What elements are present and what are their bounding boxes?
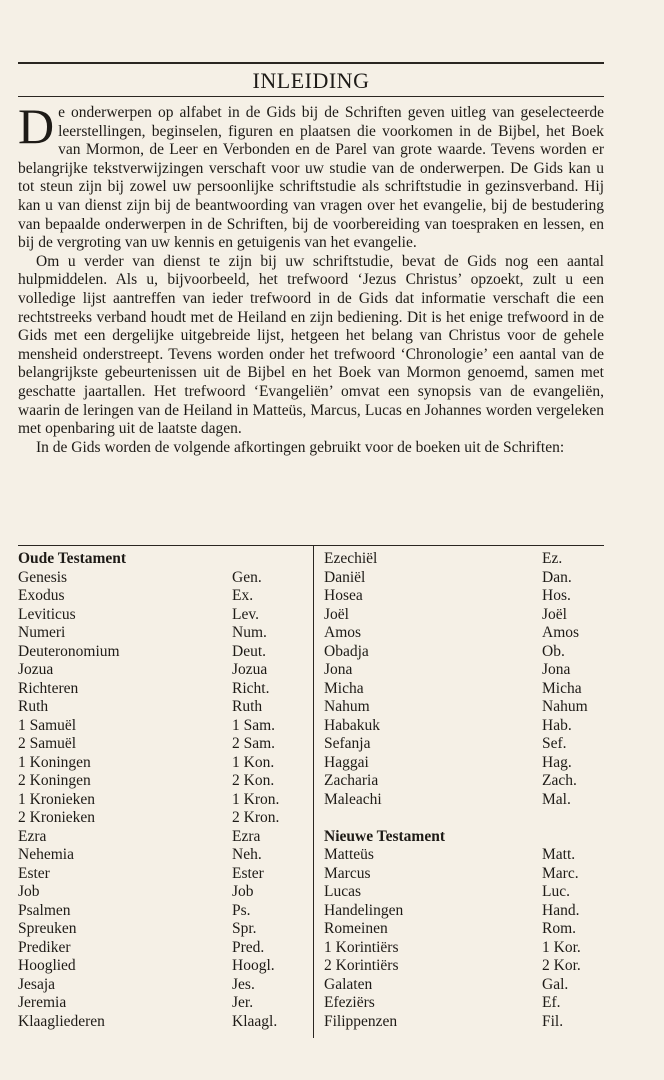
book-name: Jona	[324, 661, 353, 678]
book-name: 2 Koningen	[18, 772, 91, 789]
book-name: Genesis	[18, 568, 68, 586]
book-name: Haggai	[324, 753, 369, 771]
book-name: Klaagliederen	[18, 1012, 105, 1030]
book-name: Job	[18, 883, 40, 900]
book-abbreviation: Klaagl.	[232, 1012, 278, 1030]
book-name: Joël	[324, 605, 349, 623]
book-row	[18, 606, 308, 625]
book-abbreviation: Deut.	[232, 642, 267, 660]
book-name: Efeziërs	[324, 994, 375, 1011]
book-row	[324, 643, 604, 662]
book-row	[324, 587, 604, 606]
book-name: 1 Koningen	[18, 753, 91, 771]
book-abbreviation: Richt.	[232, 679, 270, 697]
book-name: Matteüs	[324, 846, 374, 863]
book-row	[324, 957, 604, 976]
book-row	[18, 772, 308, 791]
book-name: Handelingen	[324, 901, 404, 919]
book-row	[18, 661, 308, 680]
book-name: Ezra	[18, 827, 47, 845]
book-abbreviation: 2 Kor.	[542, 957, 581, 974]
right-column	[324, 550, 604, 1031]
book-abbreviation: 1 Sam.	[232, 716, 276, 734]
book-row	[18, 920, 308, 939]
book-row	[18, 643, 308, 662]
book-row	[324, 865, 604, 884]
old-testament-list	[18, 569, 308, 1032]
book-row	[324, 717, 604, 736]
book-name: Filippenzen	[324, 1012, 398, 1030]
book-name: 2 Korintiërs	[324, 957, 399, 974]
book-row	[18, 828, 308, 847]
heading-rule	[18, 96, 604, 97]
book-abbreviation: Ex.	[232, 587, 254, 604]
book-row	[18, 883, 308, 902]
book-row	[324, 846, 604, 865]
book-name: Lucas	[324, 883, 362, 900]
book-abbreviation: 1 Kron.	[232, 790, 280, 808]
book-name: Spreuken	[18, 920, 77, 937]
book-row	[18, 735, 308, 754]
book-row	[18, 902, 308, 921]
book-abbreviation: Ob.	[542, 642, 565, 660]
book-abbreviation: Amos	[542, 624, 580, 641]
book-abbreviation: Neh.	[232, 846, 262, 863]
book-abbreviation: Ester	[232, 864, 264, 882]
book-row	[18, 754, 308, 773]
book-name: Hosea	[324, 587, 363, 604]
book-row	[324, 1013, 604, 1032]
page-title: INLEIDING	[252, 68, 370, 93]
book-row	[18, 717, 308, 736]
book-name: Daniël	[324, 568, 366, 586]
book-abbreviation: Lev.	[232, 605, 259, 623]
book-abbreviation: Hag.	[542, 753, 572, 771]
intro-paragraph-1	[18, 98, 604, 253]
book-name: Marcus	[324, 864, 371, 882]
book-row	[324, 994, 604, 1013]
book-name: Hooglied	[18, 957, 76, 974]
book-abbreviation: Jozua	[232, 661, 268, 678]
intro-paragraph-2: Om u verder van dienst te zijn bij uw schriftstudie, bevat de Gids nog een aantal hulpmiddelen. Als u, bijvoorbeeld, het trefwoord ‘Jezus Christus’ opzoekt, zult u een volledige lijst aantreffen van ieder trefwoord in de Gids dat informatie verschaft die een rechtstreeks verband houdt met de Heiland en zijn bediening. Dit is het enige trefwoord in de Gids met een dergelijke uitgebreide lijst, hetgeen het belang van Christus voor de gehele mensheid onderstreept. Tevens worden onder het trefwoord ‘Chronologie’ een aantal van de belangrijkste gebeurtenissen uit de Bijbel en het Boek van Mormon genoemd, samen met geschatte jaartallen. Het trefwoord ‘Evangeliën’ omvat een synopsis van de evangeliën, waarin de leringen van de Heiland in Matteüs, Marcus, Lucas en Johannes worden vergeleken met openbaring uit de laatste dagen.	[18, 252, 604, 438]
book-row	[324, 698, 604, 717]
book-abbreviation: Jer.	[232, 994, 254, 1011]
book-name: 1 Kronieken	[18, 790, 96, 808]
book-abbreviation: Ps.	[232, 901, 251, 919]
book-name: Numeri	[18, 624, 66, 641]
column-divider	[313, 546, 314, 1038]
paragraph-1-text: e onderwerpen op alfabet in de Gids bij de Schriften geven uitleg van geselecteerde leerstellingen, beginselen, figuren en plaatsen die voorkomen in de Bijbel, het Boek van Mormon, de Leer en Verbonden en de Parel van grote waarde. Tevens worden er belangrijke tekstverwijzingen verschaft voor uw studie van de onderwerpen. De Gids kan u tot steun zijn bij zowel uw persoonlijke schriftstudie als schriftstudie in gezinsverband. Hij kan u van dienst zijn bij de beantwoording van vragen over het evangelie, bij de bestudering van bepaalde onderwerpen in de Schriften, bij de voorbereiding van toespraken en lessen, en bij de vergroting van uw kennis en getuigenis van het evangelie.	[18, 104, 604, 252]
book-abbreviation: Luc.	[542, 883, 570, 900]
book-row	[324, 661, 604, 680]
book-name: Obadja	[324, 642, 369, 660]
book-name: 2 Samuël	[18, 735, 77, 752]
book-abbreviation: Jes.	[232, 975, 255, 993]
book-abbreviation: Ez.	[542, 550, 563, 567]
book-name: Psalmen	[18, 901, 71, 919]
book-row	[18, 809, 308, 828]
old-testament-title: Oude Testament	[18, 550, 127, 567]
book-name: Jeremia	[18, 994, 67, 1011]
book-name: Galaten	[324, 975, 373, 993]
book-row	[324, 939, 604, 958]
old-testament-column	[18, 550, 308, 1031]
new-testament-list	[324, 846, 604, 1031]
book-abbreviation: Num.	[232, 624, 267, 641]
book-row	[324, 772, 604, 791]
book-row	[18, 846, 308, 865]
book-row	[18, 587, 308, 606]
book-abbreviation: Ruth	[232, 698, 263, 715]
book-row	[18, 1013, 308, 1032]
book-abbreviation: Fil.	[542, 1012, 564, 1030]
book-abbreviation: Gen.	[232, 568, 262, 586]
book-row	[324, 606, 604, 625]
book-row	[324, 735, 604, 754]
book-name: Prediker	[18, 938, 71, 956]
book-name: 1 Korintiërs	[324, 938, 399, 956]
book-row	[18, 698, 308, 717]
book-abbreviation: Dan.	[542, 568, 572, 586]
book-abbreviation: 2 Kon.	[232, 772, 275, 789]
book-abbreviation: Sef.	[542, 735, 567, 752]
book-row	[18, 865, 308, 884]
book-abbreviation: Marc.	[542, 864, 579, 882]
book-abbreviation: Ezra	[232, 827, 261, 845]
book-row	[324, 902, 604, 921]
book-name: Leviticus	[18, 605, 76, 623]
section-gap	[324, 809, 604, 828]
book-abbreviation: Hoogl.	[232, 957, 275, 974]
book-row	[18, 624, 308, 643]
book-abbreviation: Job	[232, 883, 254, 900]
book-name: Ruth	[18, 698, 49, 715]
book-abbreviation: Matt.	[542, 846, 576, 863]
intro-text	[18, 98, 604, 457]
book-name: Deuteronomium	[18, 642, 120, 660]
book-abbreviation: Nahum	[542, 698, 588, 715]
book-row	[18, 939, 308, 958]
book-abbreviation: Joël	[542, 605, 567, 623]
book-name: Ezechiël	[324, 550, 378, 567]
book-row	[324, 754, 604, 773]
intro-paragraph-3: In de Gids worden de volgende afkortingen gebruikt voor de boeken uit de Schriften:	[36, 438, 565, 456]
book-name: 2 Kronieken	[18, 809, 96, 826]
book-abbreviation: 2 Kron.	[232, 809, 280, 826]
book-name: Jozua	[18, 661, 54, 678]
book-row	[18, 994, 308, 1013]
book-name: Micha	[324, 679, 364, 697]
book-row	[324, 569, 604, 588]
book-abbreviation: 1 Kor.	[542, 938, 581, 956]
book-abbreviation: Zach.	[542, 772, 577, 789]
book-name: Nahum	[324, 698, 370, 715]
new-testament-title: Nieuwe Testament	[324, 827, 445, 845]
book-name: Sefanja	[324, 735, 371, 752]
book-row	[18, 569, 308, 588]
book-name: Jesaja	[18, 975, 56, 993]
book-row	[324, 624, 604, 643]
book-name: Zacharia	[324, 772, 379, 789]
book-abbreviation: Spr.	[232, 920, 257, 937]
book-row	[18, 976, 308, 995]
book-abbreviation: Pred.	[232, 938, 265, 956]
book-name: Romeinen	[324, 920, 388, 937]
book-name: Nehemia	[18, 846, 74, 863]
book-name: Ester	[18, 864, 50, 882]
top-rule	[18, 62, 604, 64]
book-name: 1 Samuël	[18, 716, 77, 734]
book-name: Richteren	[18, 679, 79, 697]
book-row	[324, 680, 604, 699]
book-name: Maleachi	[324, 790, 382, 808]
book-abbreviation: Gal.	[542, 975, 569, 993]
book-row	[18, 791, 308, 810]
book-row	[18, 957, 308, 976]
book-row	[324, 883, 604, 902]
book-abbreviation: Ef.	[542, 994, 561, 1011]
book-abbreviation: 2 Sam.	[232, 735, 276, 752]
book-abbreviation: Micha	[542, 679, 582, 697]
book-abbreviation: Jona	[542, 661, 571, 678]
book-abbreviation: Hand.	[542, 901, 580, 919]
book-abbreviation: Mal.	[542, 790, 571, 808]
old-testament-continued-list	[324, 550, 604, 809]
book-abbreviation: Rom.	[542, 920, 577, 937]
book-row	[18, 680, 308, 699]
book-row	[324, 791, 604, 810]
book-name: Amos	[324, 624, 362, 641]
book-abbreviation: Hos.	[542, 587, 571, 604]
book-row	[324, 920, 604, 939]
book-row	[324, 550, 604, 569]
table-top-rule	[18, 545, 604, 546]
book-abbreviation: Hab.	[542, 716, 572, 734]
drop-cap: D	[18, 98, 55, 154]
book-name: Habakuk	[324, 716, 380, 734]
book-abbreviation: 1 Kon.	[232, 753, 275, 771]
book-name: Exodus	[18, 587, 65, 604]
book-row	[324, 976, 604, 995]
